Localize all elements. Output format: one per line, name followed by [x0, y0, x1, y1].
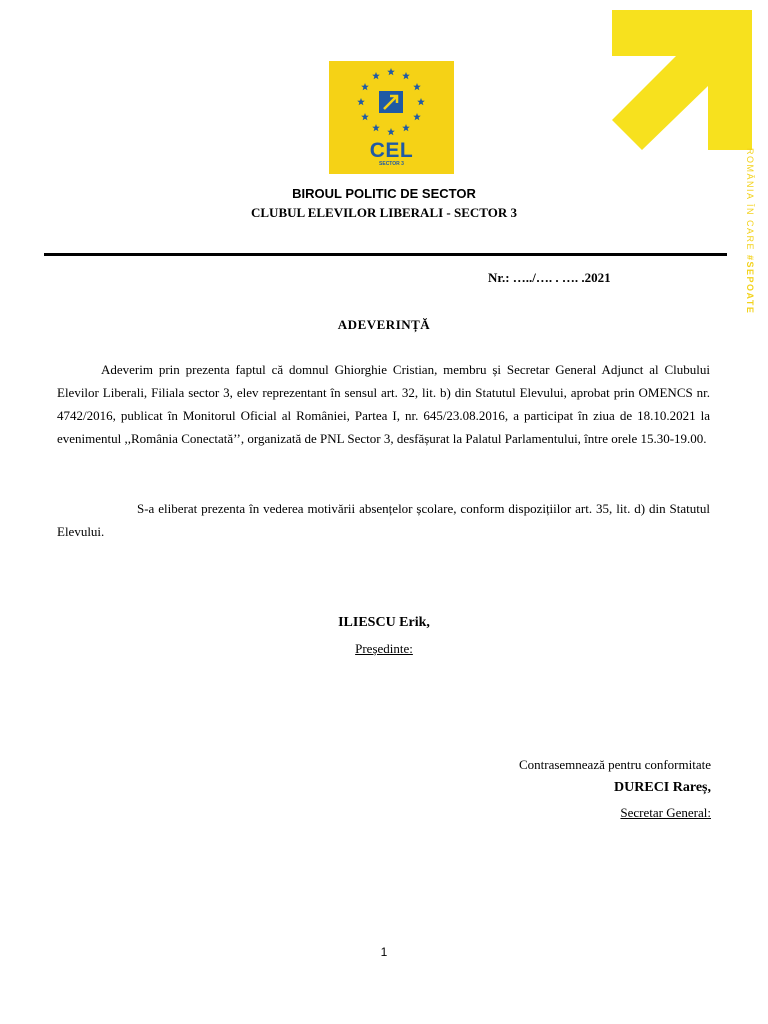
star-icon	[361, 113, 369, 120]
star-icon	[402, 72, 410, 79]
body-paragraph-2: S-a eliberat prezenta în vederea motivării absențelor școlare, conform dispozițiilor art. 35, lit. d) din Statutul Elevului.	[57, 501, 710, 539]
star-icon	[413, 113, 421, 120]
star-icon	[372, 72, 380, 79]
signatory-1-name: ILIESCU Erik,	[338, 615, 430, 630]
logo-subtext: SECTOR 3	[379, 161, 404, 167]
star-icon	[387, 128, 395, 135]
header-divider	[44, 253, 727, 256]
star-icon	[402, 124, 410, 131]
star-icon	[357, 98, 365, 105]
side-slogan: ROMÂNIA ÎN CARE #SEPOATE	[745, 148, 755, 315]
signatory-2-name: DURECI Rareș,	[614, 780, 711, 795]
star-icon	[417, 98, 425, 105]
star-icon	[387, 68, 395, 75]
document-number: Nr.: …../…. . …. .2021	[488, 270, 611, 285]
signatory-1-role: Președinte:	[355, 641, 413, 656]
star-icon	[361, 83, 369, 90]
page-number: 1	[380, 945, 388, 959]
document-title: ADEVERINȚĂ	[337, 317, 431, 332]
yellow-arrow-icon	[612, 10, 758, 150]
cel-logo	[329, 61, 454, 174]
header-line-2: CLUBUL ELEVILOR LIBERALI - SECTOR 3	[251, 205, 517, 220]
body-paragraph-1: Adeverim prin prezenta faptul că domnul Ghiorghie Cristian, membru și Secretar General Adjunct al Clubului Elevilor Liberali, Filiala sector 3, elev reprezentant în sensul art. 32, lit. b) din Statutul Elevului, aprobat prin OMENCS nr. 4742/2016, publicat în Monitorul Oficial al României, Partea I, nr. 645/23.08.2016, a participat în ziua de 18.10.2021 la evenimentul ,,România Conectată’’, organizată de PNL Sector 3, desfășurat la Palatul Parlamentului, între orele 15.30-19.00.	[57, 362, 710, 446]
header-line-1: BIROUL POLITIC DE SECTOR	[292, 186, 476, 201]
star-icon	[413, 83, 421, 90]
logo-text: CEL	[369, 139, 414, 162]
star-icon	[372, 124, 380, 131]
countersign-text: Contrasemnează pentru conformitate	[518, 757, 711, 772]
signatory-2-role: Secretar General:	[620, 805, 711, 820]
